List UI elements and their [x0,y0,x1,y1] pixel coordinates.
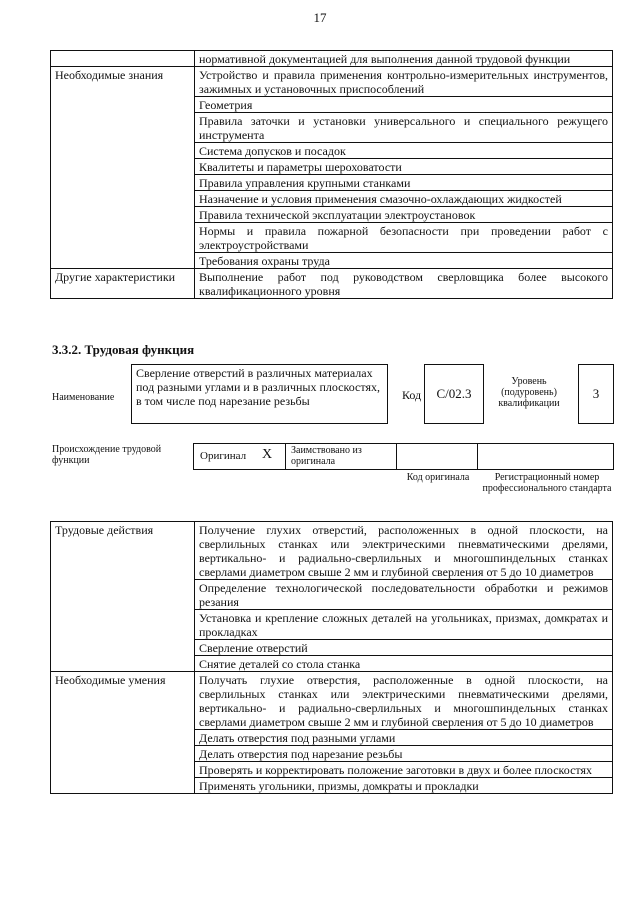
left-cell-empty [51,51,195,67]
code-caption: Код оригинала [406,472,470,483]
knowledge-item: Квалитеты и параметры шероховатости [195,159,613,175]
divider [477,444,478,469]
level-label: Уровень (подуровень) квалификации [498,376,560,409]
skill-item: Применять угольники, призмы, домкраты и прокладки [195,778,613,794]
knowledge-item: Правила технической эксплуатации электроустановок [195,207,613,223]
level-box [578,364,614,424]
name-value: Сверление отверстий в различных материалах под разными углами и в различных плоскостях, в том числе под нарезание резьбы [136,366,380,408]
name-box [131,364,388,424]
action-item: Сверление отверстий [195,640,613,656]
knowledge-item: Правила заточки и установки универсального и специального режущего инструмента [195,113,613,143]
other-text: Выполнение работ под руководством сверловщика более высокого квалификационного уровня [195,269,613,299]
action-item: Определение технологической последовательности обработки и режимов резания [195,580,613,610]
page-number: 17 [313,10,327,25]
knowledge-label: Необходимые знания [51,67,195,269]
knowledge-item: Геометрия [195,97,613,113]
origin-cells [193,443,614,470]
divider [285,444,286,469]
borrowed-label: Заимствовано из оригинала [291,445,362,467]
skills-label: Необходимые умения [51,672,195,794]
knowledge-item: Нормы и правила пожарной безопасности при проведении работ с электроустройствами [195,223,613,253]
actions-label: Трудовые действия [51,522,195,672]
action-item: Снятие деталей со стола станка [195,656,613,672]
skill-item: Делать отверстия под нарезание резьбы [195,746,613,762]
knowledge-item: Устройство и правила применения контрольно-измерительных инструментов, зажимных и установочных приспособлений [195,67,613,97]
actions-skills-table [50,521,613,794]
name-label: Наименование [52,392,115,403]
skill-item: Проверять и корректировать положение заготовки в двух и более плоскостях [195,762,613,778]
action-item: Установка и крепление сложных деталей на угольниках, призмах, домкратах и прокладках [195,610,613,640]
origin-label: Происхождение трудовой функции [52,444,162,466]
original-mark: X [262,447,273,462]
skill-item: Получать глухие отверстия, расположенные в одной плоскости, на сверлильных станках или электрическими пневматическими дрелями, вертикально- и радиально-сверлильных и многошпиндельных станках сверлами диаметром свыше 2 мм и глубиной сверления от 5 до 10 диаметров [195,672,613,730]
code-box [424,364,484,424]
knowledge-item: Правила управления крупными станками [195,175,613,191]
continuation-text: нормативной документацией для выполнения данной трудовой функции [195,51,613,67]
divider [396,444,397,469]
action-item: Получение глухих отверстий, расположенных в одной плоскости, на сверлильных станках или электрическими пневматическими дрелями, вертикально- и радиально-сверлильных и многошпиндельных станках сверлами диаметром свыше 2 мм и глубиной сверления от 5 до 10 диаметров [195,522,613,580]
level-value: 3 [592,386,600,401]
code-label: Код [402,388,422,402]
code-value: C/02.3 [436,386,472,401]
reg-caption: Регистрационный номер профессионального стандарта [482,472,612,494]
knowledge-item: Требования охраны труда [195,253,613,269]
skill-item: Делать отверстия под разными углами [195,730,613,746]
original-label: Оригинал [200,450,247,462]
knowledge-item: Назначение и условия применения смазочно-охлаждающих жидкостей [195,191,613,207]
knowledge-table [50,50,613,299]
section-title: 3.3.2. Трудовая функция [52,342,195,357]
other-label: Другие характеристики [51,269,195,299]
knowledge-item: Система допусков и посадок [195,143,613,159]
